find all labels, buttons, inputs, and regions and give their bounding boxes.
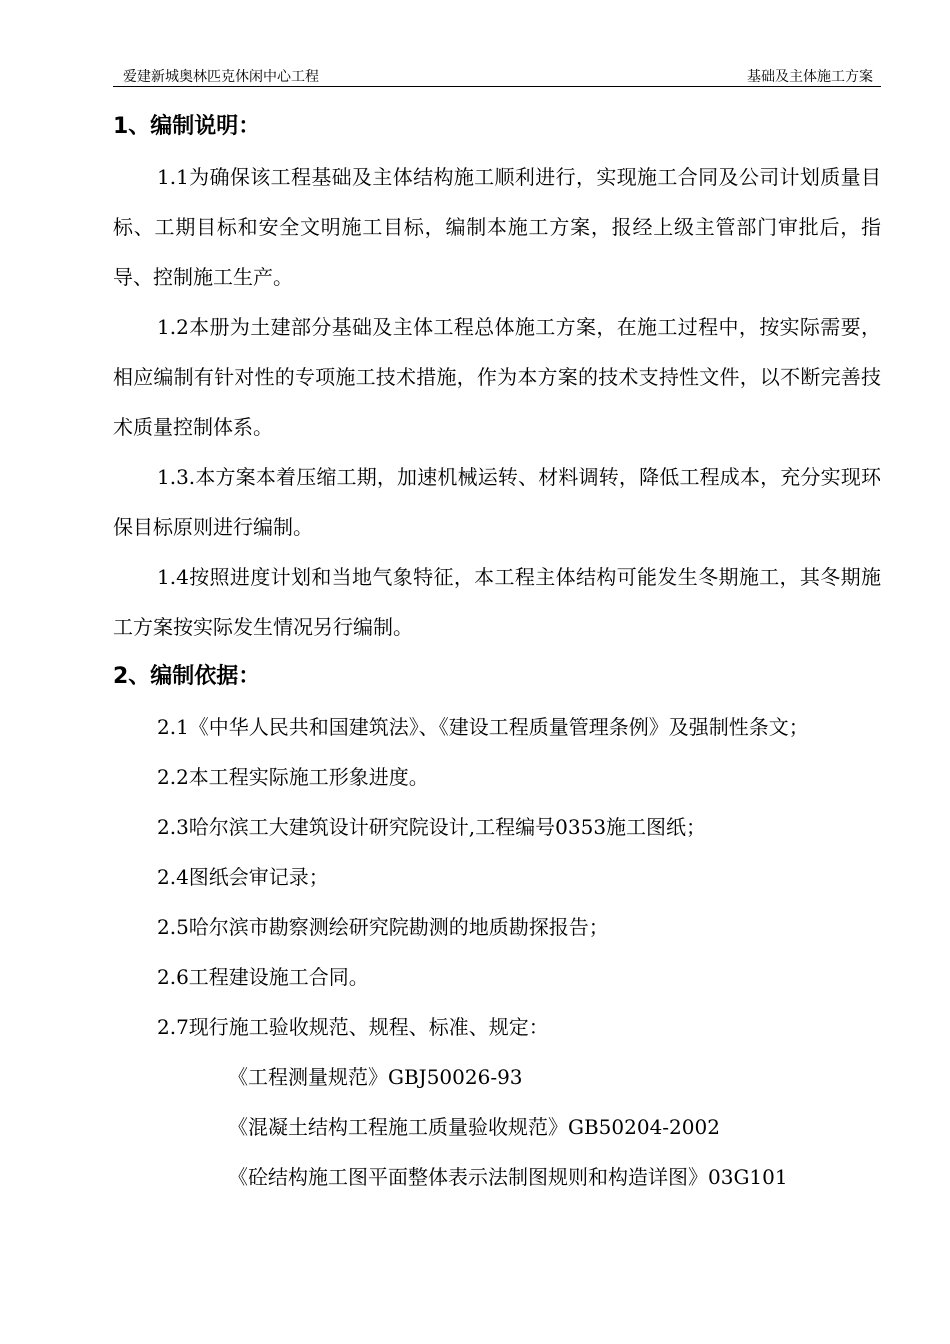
paragraph-2-2: 2.2本工程实际施工形象进度。 <box>157 765 429 789</box>
paragraph-2-4: 2.4图纸会审记录； <box>157 865 329 889</box>
paragraph-2-6: 2.6工程建设施工合同。 <box>157 965 369 989</box>
header-document-title: 基础及主体施工方案 <box>747 69 873 85</box>
document-body <box>113 102 881 1202</box>
section-1-heading: 1、编制说明： <box>113 114 261 139</box>
paragraph-2-3: 2.3哈尔滨工大建筑设计研究院设计,工程编号0353施工图纸； <box>157 815 707 839</box>
paragraph-1-1: 1.1为确保该工程基础及主体结构施工顺利进行，实现施工合同及公司计划质量目标、工期目标和安全文明施工目标，编制本施工方案，报经上级主管部门审批后，指导、控制施工生产。 <box>113 165 881 289</box>
paragraph-2-5: 2.5哈尔滨市勘察测绘研究院勘测的地质勘探报告； <box>157 915 609 939</box>
header-project-name: 爱建新城奥林匹克休闲中心工程 <box>123 69 319 85</box>
standard-item: 《工程测量规范》GBJ50026-93 <box>228 1065 523 1089</box>
paragraph-2-7: 2.7现行施工验收规范、规程、标准、规定： <box>157 1015 549 1039</box>
page-header <box>113 64 881 87</box>
paragraph-1-4: 1.4按照进度计划和当地气象特征，本工程主体结构可能发生冬期施工，其冬期施工方案按实际发生情况另行编制。 <box>113 565 881 639</box>
paragraph-2-1: 2.1《中华人民共和国建筑法》、《建设工程质量管理条例》及强制性条文； <box>157 715 809 739</box>
paragraph-1-3: 1.3.本方案本着压缩工期，加速机械运转、材料调转，降低工程成本，充分实现环保目标原则进行编制。 <box>113 465 881 539</box>
standard-item: 《砼结构施工图平面整体表示法制图规则和构造详图》03G101 <box>228 1165 788 1189</box>
paragraph-1-2: 1.2本册为土建部分基础及主体工程总体施工方案，在施工过程中，按实际需要，相应编制有针对性的专项施工技术措施，作为本方案的技术支持性文件，以不断完善技术质量控制体系。 <box>113 315 881 439</box>
section-2-heading: 2、编制依据： <box>113 664 261 689</box>
standard-item: 《混凝土结构工程施工质量验收规范》GB50204-2002 <box>228 1115 720 1139</box>
